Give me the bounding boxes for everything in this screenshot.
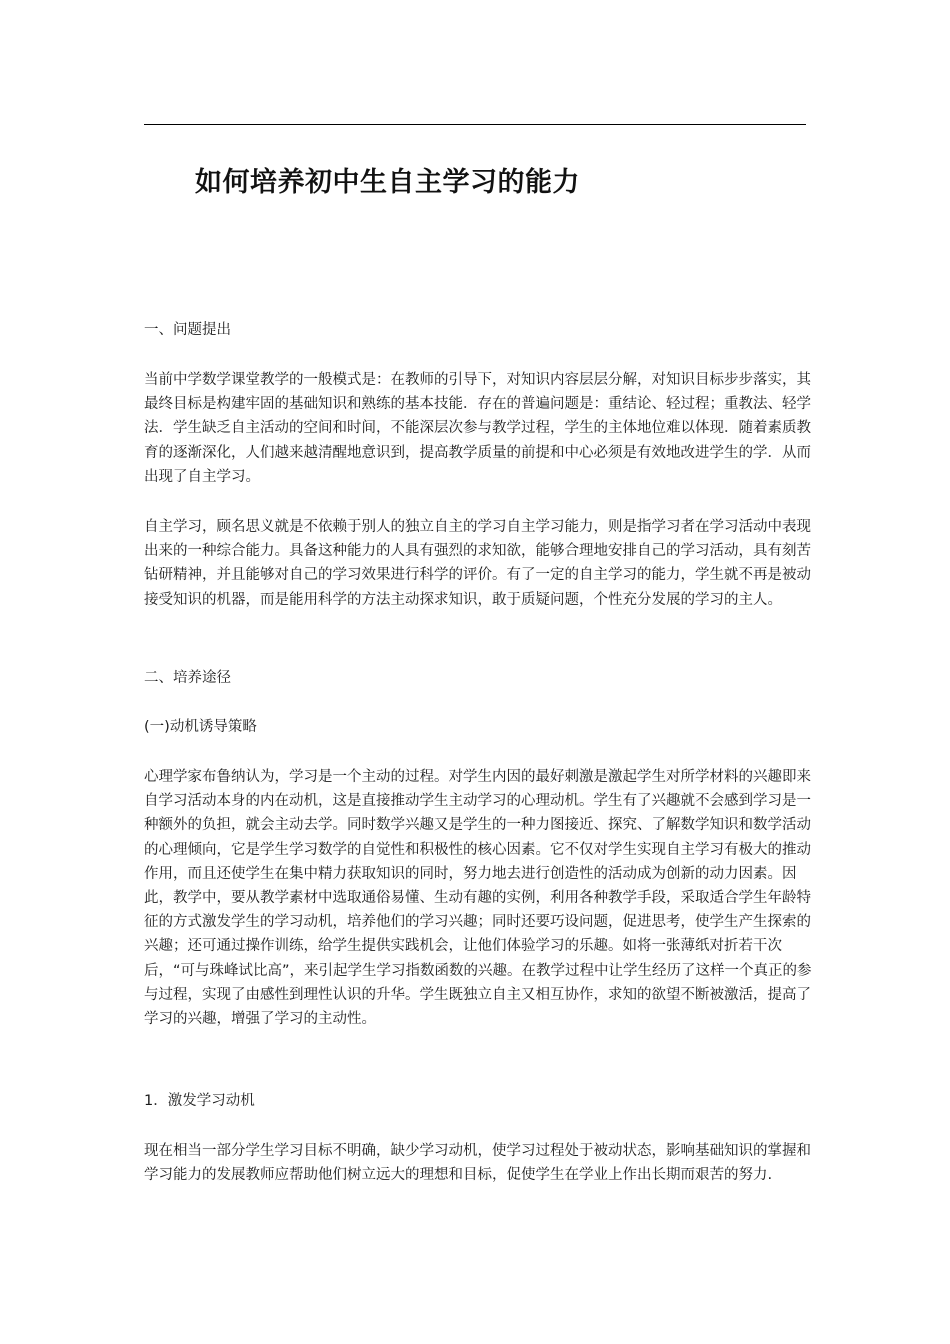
header-rule (144, 124, 806, 125)
paragraph-current-model: 当前中学数学课堂教学的一般模式是：在教师的引导下，对知识内容层层分解，对知识目标步步落实，其最终目标是构建牢固的基础知识和熟练的基本技能．存在的普遍问题是：重结论、轻过程；重教法、轻学法．学生缺乏自主活动的空间和时间，不能深层次参与教学过程，学生的主体地位难以体现．随着素质教育的逐渐深化，人们越来越清醒地意识到，提高教学质量的前提和中心必须是有效地改进学生的学．从而出现了自主学习。 (144, 372, 811, 485)
subsection-heading-motivation-strategy: (一)动机诱导策略 (144, 719, 257, 735)
document-title: 如何培养初中生自主学习的能力 (195, 167, 580, 198)
numbered-heading-stimulate-motivation: 1．激发学习动机 (144, 1093, 255, 1109)
section-heading-problem: 一、问题提出 (144, 322, 231, 338)
paragraph-bruner-motivation: 心理学家布鲁纳认为，学习是一个主动的过程。对学生内因的最好刺激是激起学生对所学材料的兴趣即来自学习活动本身的内在动机，这是直接推动学生主动学习的心理动机。学生有了兴趣就不会感到学习是一种额外的负担，就会主动去学。同时数学兴趣又是学生的一种力图接近、探究、了解数学知识和数学活动的心理倾向，它是学生学习数学的自觉性和积极性的核心因素。它不仅对学生实现自主学习有极大的推动作用，而且还使学生在集中精力获取知识的同时，努力地去进行创造性的活动成为创新的动力因素。因此，教学中，要从教学素材中选取通俗易懂、生动有趣的实例，利用各种教学手段，采取适合学生年龄特征的方式激发学生的学习动机，培养他们的学习兴趣；同时还要巧设问题，促进思考，使学生产生探索的兴趣；还可通过操作训练，给学生提供实践机会，让他们体验学习的乐趣。如将一张薄纸对折若干次后，“可与珠峰试比高”，来引起学生学习指数函数的兴趣。在教学过程中让学生经历了这样一个真正的参与过程，实现了由感性到理性认识的升华。学生既独立自主又相互协作，求知的欲望不断被激活，提高了学习的兴趣，增强了学习的主动性。 (144, 769, 812, 1028)
paragraph-learning-goals: 现在相当一部分学生学习目标不明确，缺少学习动机，使学习过程处于被动状态，影响基础知识的掌握和学习能力的发展教师应帮助他们树立远大的理想和目标，促使学生在学业上作出长期而艰苦的努力. (144, 1143, 811, 1184)
section-heading-approach: 二、培养途径 (144, 670, 231, 686)
paragraph-self-learning-definition: 自主学习，顾名思义就是不依赖于别人的独立自主的学习自主学习能力，则是指学习者在学习活动中表现出来的一种综合能力。具备这种能力的人具有强烈的求知欲，能够合理地安排自己的学习活动，具有刻苦钻研精神，并且能够对自己的学习效果进行科学的评价。有了一定的自主学习的能力，学生就不再是被动接受知识的机器，而是能用科学的方法主动探求知识，敢于质疑问题，个性充分发展的学习的主人。 (144, 519, 811, 608)
